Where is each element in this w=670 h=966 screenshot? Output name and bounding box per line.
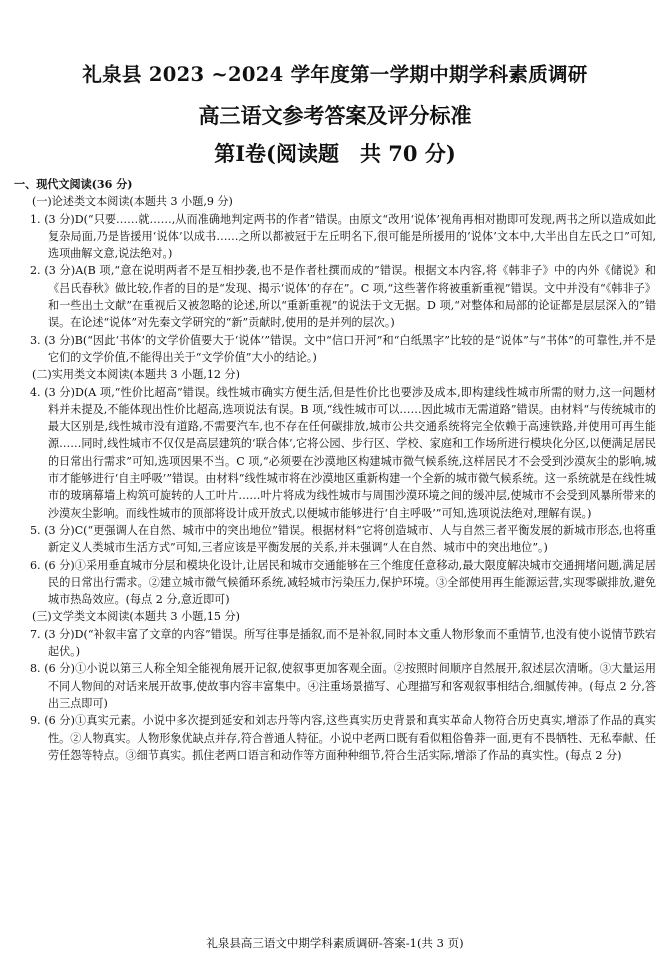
document-subtitle: 高三语文参考答案及评分标准: [198, 103, 472, 128]
section-heading: 一、现代文阅读(36 分): [14, 178, 133, 191]
subsection-heading-1: (一)论述类文本阅读(本题共 3 小题,9 分): [32, 195, 233, 209]
answer-q6: 6. (6 分)①采用垂直城市分层和模块化设计,让居民和城市交通能够在三个维度任意移动,最大限度解决城市交通拥堵问题,满足居民的日常出行需求。②建立城市微气候循环系统,减轻城市污染压力,保护环境。③全部使用再生能源运营,实现零碳排放,避免城市热岛效应。(每点 2 分,意近即可): [30, 558, 656, 607]
part-heading: 第Ⅰ卷(阅读题 共 70 分): [214, 141, 456, 166]
answer-q8: 8. (6 分)①小说以第三人称全知全能视角展开记叙,使叙事更加客观全面。②按照时间顺序自然展开,叙述层次清晰。③大量运用不同人物间的对话来展开故事,使故事内容丰富集中。④注重场景描写、心理描写和客观叙事相结合,细腻传神。(每点 2 分,答出三点即可): [30, 662, 656, 710]
answer-q3: 3. (3 分)B(“因此‘书体’的文学价值要大于‘说体’”错误。文中“信口开河”和“白纸黑字”比较的是“说体”与“书体”的可靠性,并不是它们的文学价值,不能得出关于“文学价值”大小的结论。): [30, 333, 656, 364]
answer-q5: 5. (3 分)C(“更强调人在自然、城市中的突出地位”错误。根据材料“它将创造城市、人与自然三者平衡发展的新城市形态,也将重新定义人类城市生活方式”可知,三者应该是平衡发展的关系,并未强调“人在自然、城市中的突出地位”。): [30, 523, 656, 555]
subsection-heading-3: (三)文学类文本阅读(本题共 3 小题,15 分): [32, 610, 240, 624]
answer-q2: 2. (3 分)A(B 项,“意在说明两者不是互相抄袭,也不是作者杜撰而成的”错误。根据文本内容,将《韩非子》中的内外《储说》和《吕氏春秋》做比较,作者的目的是“发现、揭示‘说体’的存在”。C 项,“这些著作将被重新重视”错误。文中并没有“《韩非子》和一些出土文献”在重视后又被忽略的论述,所以“重新重视”的说法于文无据。D 项,“对整体和局部的论证都是层层深入的”错误。在论述“说体”对先秦文学研究的“新”贡献时,使用的是并列的层次。): [30, 264, 656, 330]
exam-title: 礼泉县 2023 ~2024 学年度第一学期中期学科素质调研: [82, 63, 588, 86]
answer-q9: 9. (6 分)①真实元素。小说中多次提到延安和刘志丹等内容,这些真实历史背景和真实革命人物符合历史真实,增添了作品的真实性。②人物真实。人物形象优缺点并存,符合普通人特征。小说中老两口既有看似粗俗鲁莽一面,更有不畏牺牲、无私奉献、任劳任怨等特点。③细节真实。抓住老两口语言和动作等方面种种细节,符合生活实际,增添了作品的真实性。(每点 2 分): [30, 714, 656, 762]
answer-q7: 7. (3 分)D(“补叙丰富了文章的内容”错误。所写往事是插叙,而不是补叙,同时本文重人物形象而不重情节,也没有使小说情节跌宕起伏。): [30, 627, 656, 659]
answer-body: [14, 176, 656, 764]
answer-q1: 1. (3 分)D(“只要……就……,从而准确地判定两书的作者”错误。由原文“改用‘说体’视角再相对勘即可发现,两书之所以造成如此复杂局面,乃是皆援用‘说体’以成书……之所以都被冠于左丘明名下,很可能是所援用的‘说体’文本中,大半出自左氏之口”可知,选项曲解文意,说法绝对。): [30, 212, 656, 261]
subsection-heading-2: (二)实用类文本阅读(本题共 3 小题,12 分): [32, 368, 240, 382]
page-footer: 礼泉县高三语文中期学科素质调研-答案-1(共 3 页): [206, 936, 464, 950]
answer-q4: 4. (3 分)D(A 项,“性价比超高”错误。线性城市确实方便生活,但是性价比也要涉及成本,即构建线性城市所需的财力,这一问题材料并未提及,不能体现出性价比超高,选项说法有误。B 项,“线性城市可以……因此城市无需道路”错误。由材料“与传统城市的最大区别是,线性城市没有道路,不需要汽车,也不存在任何碳排放,城市公共交通系统将完全依赖于高速铁路,并使用可再生能源……同时,线性城市不仅仅是高层建筑的‘联合体’,它将公园、步行区、学校、家庭和工作场所进行模块化分区,以便满足居民的日常出行需求”可知,选项因果不当。C 项,“必须要在沙漠地区构建城市微气候系统,这样居民才不会受到沙漠灰尘的影响,城市才能够进行‘自主呼吸’”错误。由材料“线性城市将在沙漠地区重新构建一个全新的城市微气候系统。这一系统就是在线性城市的玻璃幕墙上构筑可旋转的人工叶片……叶片将成为线性城市与周围沙漠环境之间的缓冲层,使城市不会受到风暴所带来的沙漠灰尘影响。而线性城市的顶部将设计成开放式,以便城市能够进行‘自主呼吸’”可知,选项说法绝对,理解有误。): [30, 385, 656, 520]
